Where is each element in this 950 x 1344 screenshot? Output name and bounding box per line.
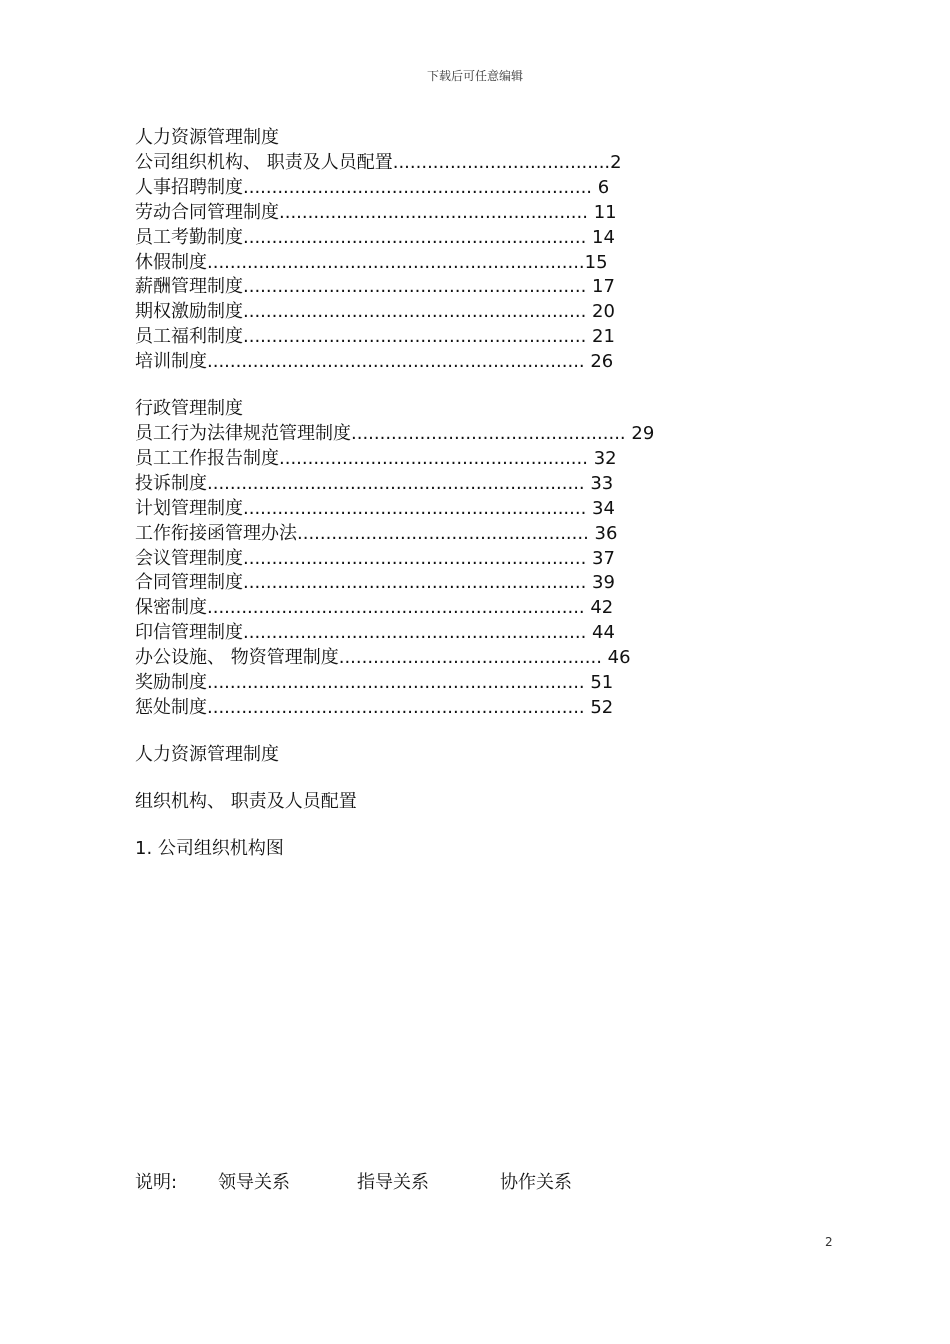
toc-entry[interactable]	[135, 671, 835, 696]
toc-entry-leader: ................................................	[351, 422, 632, 444]
legend-cooperate-relation: 协作关系	[500, 1172, 572, 1193]
toc-entry[interactable]	[135, 422, 835, 447]
toc-entry-page: 32	[593, 447, 617, 469]
toc-entry-page: 52	[590, 696, 614, 718]
legend-guide-relation: 指导关系	[357, 1172, 429, 1193]
toc-entry-leader: ..............................................	[338, 647, 608, 669]
toc-entry-label: 员工行为法律规范管理制度	[135, 422, 351, 444]
toc-entry-leader: ............................................................	[243, 622, 593, 644]
toc-entry[interactable]	[135, 696, 835, 721]
toc-entry-label: 保密制度	[135, 597, 207, 619]
toc-entry-leader: ..................................................................	[207, 672, 591, 694]
paragraph-gap	[135, 815, 835, 837]
toc-entry[interactable]	[135, 497, 835, 522]
toc-entry-label: 合同管理制度	[135, 572, 243, 594]
toc-entry-label: 劳动合同管理制度	[135, 201, 279, 223]
toc-hr-list	[135, 151, 835, 375]
toc-entry[interactable]	[135, 646, 835, 671]
legend-lead-relation: 领导关系	[218, 1172, 290, 1193]
toc-entry-page: 14	[592, 226, 615, 248]
subsection-heading: 组织机构、 职责及人员配置	[135, 790, 357, 812]
toc-entry-label: 薪酬管理制度	[135, 276, 243, 298]
toc-entry-page: 17	[592, 276, 615, 298]
toc-entry[interactable]	[135, 275, 835, 300]
toc-entry[interactable]	[135, 201, 835, 226]
toc-entry-label: 公司组织机构、 职责及人员配置	[135, 151, 393, 173]
toc-entry-label: 员工考勤制度	[135, 226, 243, 248]
toc-entry[interactable]	[135, 571, 835, 596]
toc-entry-leader: ...................................................	[297, 522, 595, 544]
toc-entry-label: 计划管理制度	[135, 497, 243, 519]
toc-entry-page: 20	[592, 301, 615, 323]
toc-entry-page: 6	[597, 176, 610, 198]
section-spacer	[135, 721, 835, 743]
toc-entry-page: 21	[592, 326, 615, 348]
toc-entry[interactable]	[135, 251, 835, 276]
toc-entry-leader: ..................................................................	[207, 351, 591, 373]
toc-entry-page: 34	[592, 497, 615, 519]
toc-entry[interactable]	[135, 522, 835, 547]
toc-entry-page: 2	[610, 151, 622, 173]
toc-entry-leader: ..................................................................	[207, 597, 591, 619]
toc-entry-label: 惩处制度	[135, 696, 207, 718]
paragraph-gap	[135, 768, 835, 790]
toc-entry[interactable]	[135, 226, 835, 251]
toc-entry-page: 11	[593, 201, 617, 223]
toc-entry-page: 51	[590, 672, 614, 694]
toc-entry-label: 奖励制度	[135, 672, 207, 694]
toc-entry[interactable]	[135, 472, 835, 497]
toc-entry-leader: ..................................................................	[207, 251, 585, 273]
toc-entry-leader: ............................................................	[243, 547, 593, 569]
toc-entry-leader: ............................................................	[243, 497, 593, 519]
page-number: 2	[825, 1235, 833, 1249]
legend-label: 说明:	[135, 1172, 178, 1193]
toc-entry[interactable]	[135, 300, 835, 325]
toc-entry-label: 人事招聘制度	[135, 176, 243, 198]
toc-entry[interactable]	[135, 621, 835, 646]
toc-entry-leader: ............................................................	[243, 276, 593, 298]
toc-entry-page: 36	[594, 522, 618, 544]
toc-entry-label: 期权激励制度	[135, 301, 243, 323]
toc-entry-label: 员工福利制度	[135, 326, 243, 348]
toc-entry-leader: ......................................................	[279, 447, 594, 469]
toc-entry-leader: ............................................................	[243, 226, 593, 248]
toc-entry-page: 15	[584, 251, 608, 273]
toc-admin-list	[135, 422, 835, 721]
toc-entry-page: 26	[590, 351, 614, 373]
toc-entry-label: 培训制度	[135, 351, 207, 373]
toc-entry-label: 投诉制度	[135, 472, 207, 494]
toc-entry-leader: ..................................................................	[207, 472, 591, 494]
toc-entry-leader: ............................................................	[243, 572, 593, 594]
section-spacer	[135, 375, 835, 397]
toc-entry-page: 46	[607, 647, 631, 669]
toc-entry-label: 员工工作报告制度	[135, 447, 279, 469]
toc-entry[interactable]	[135, 176, 835, 201]
toc-entry-leader: ......................................................	[279, 201, 594, 223]
toc-entry-label: 会议管理制度	[135, 547, 243, 569]
toc-entry-leader: ......................................	[392, 151, 611, 173]
toc-hr-title: 人力资源管理制度	[135, 127, 279, 148]
toc-entry[interactable]	[135, 350, 835, 375]
toc-entry[interactable]	[135, 447, 835, 472]
toc-entry-label: 办公设施、 物资管理制度	[135, 647, 339, 669]
toc-entry-label: 休假制度	[135, 251, 207, 273]
toc-entry-label: 印信管理制度	[135, 622, 243, 644]
toc-entry-leader: .............................................................	[243, 176, 598, 198]
item-heading: 1. 公司组织机构图	[135, 838, 284, 860]
toc-entry-leader: ............................................................	[243, 301, 593, 323]
toc-entry[interactable]	[135, 547, 835, 572]
page-header: 下载后可任意编辑	[426, 69, 523, 83]
toc-entry-page: 44	[592, 622, 615, 644]
toc-entry-page: 37	[592, 547, 615, 569]
section-heading: 人力资源管理制度	[135, 743, 279, 765]
toc-entry[interactable]	[135, 596, 835, 621]
toc-entry-leader: ..................................................................	[207, 696, 591, 718]
toc-admin-title: 行政管理制度	[135, 398, 243, 420]
toc-entry-label: 工作衔接函管理办法	[135, 522, 297, 544]
toc-entry-leader: ............................................................	[243, 326, 593, 348]
toc-entry[interactable]	[135, 151, 835, 176]
toc-entry-page: 42	[590, 597, 614, 619]
toc-entry-page: 33	[590, 472, 614, 494]
toc-entry-page: 39	[592, 572, 615, 594]
toc-entry[interactable]	[135, 325, 835, 350]
document-body	[135, 126, 835, 862]
toc-entry-page: 29	[631, 422, 655, 444]
